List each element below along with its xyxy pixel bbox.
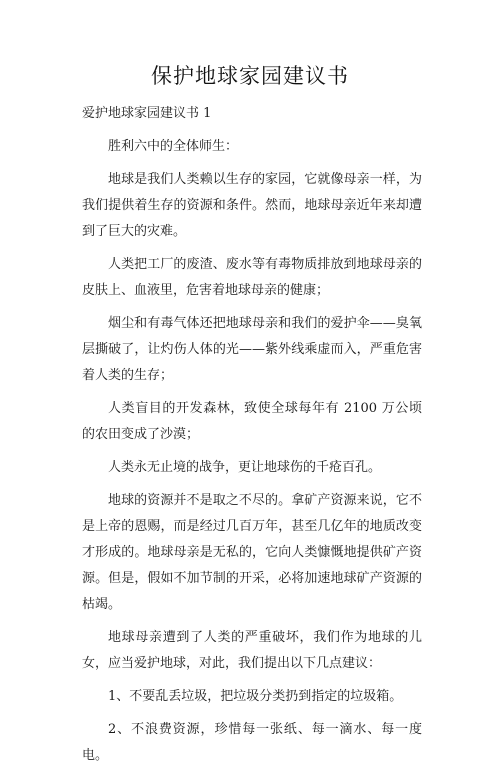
paragraph-salutation: 胜利六中的全体师生： (108, 139, 239, 154)
paragraph: 地球的资源并不是取之不尽的。拿矿产资源来说，它不是上帝的恩赐，而是经过几百万年，甚至几亿年的地质改变才形成的。地球母亲是无私的，它向人类慷慨地提供矿产资源。但是，假如不加节制的开采，必将加速地球矿产资源的枯竭。 (82, 493, 422, 612)
document-title: 保护地球家园建议书 (151, 64, 349, 88)
document-body (82, 101, 422, 776)
list-item: 1、不要乱丢垃圾，把垃圾分类扔到指定的垃圾箱。 (108, 689, 403, 704)
paragraph: 地球母亲遭到了人类的严重破坏，我们作为地球的儿女，应当爱护地球，对此，我们提出以下几点建议： (82, 630, 422, 671)
paragraph: 烟尘和有毒气体还把地球母亲和我们的爱护伞——臭氧层撕破了，让灼伤人体的光——紫外线乘虚而入，严重危害着人类的生存； (82, 316, 422, 383)
list-item: 2、不浪费资源，珍惜每一张纸、每一滴水、每一度电。 (82, 722, 422, 763)
paragraph: 人类把工厂的废渣、废水等有毒物质排放到地球母亲的皮肤上、血液里，危害着地球母亲的健康； (82, 257, 422, 298)
paragraph: 地球是我们人类赖以生存的家园，它就像母亲一样，为我们提供着生存的资源和条件。然而，地球母亲近年来却遭到了巨大的灾难。 (82, 172, 422, 239)
paragraph-subtitle: 爱护地球家园建议书 1 (82, 106, 212, 121)
paragraph: 人类永无止境的战争，更让地球伤的千疮百孔。 (108, 460, 382, 475)
paragraph: 人类盲目的开发森林，致使全球每年有 2100 万公顷的农田变成了沙漠； (82, 401, 422, 442)
